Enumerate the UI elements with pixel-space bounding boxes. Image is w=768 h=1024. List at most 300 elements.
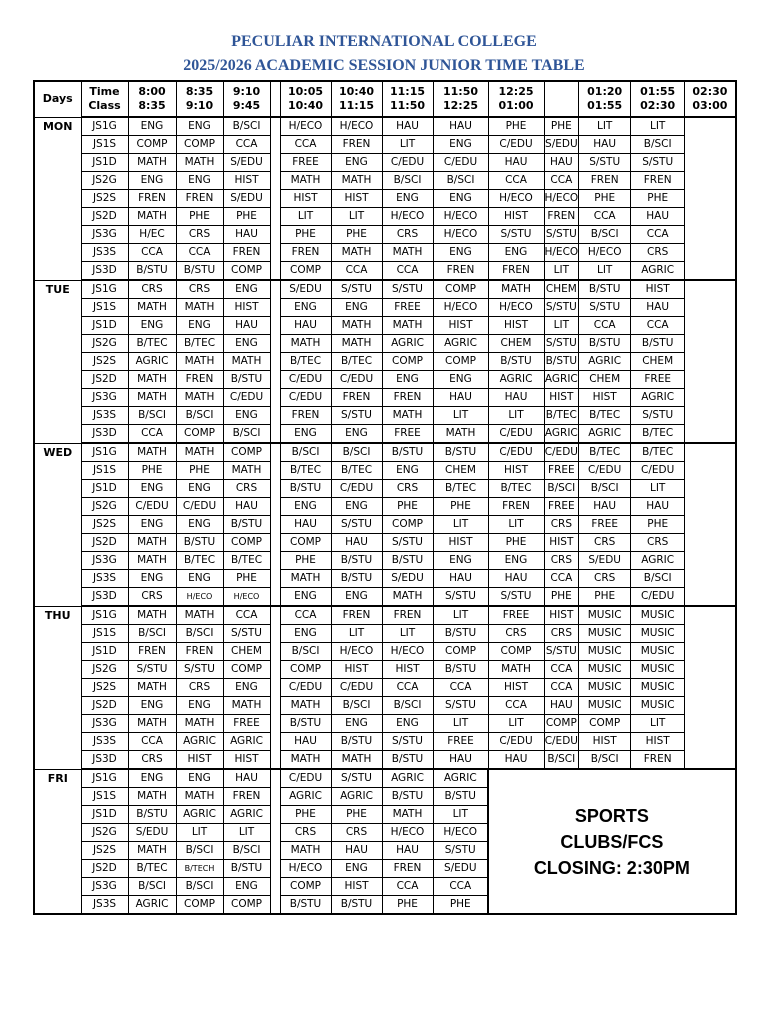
period-break-column [544,81,579,117]
subject-cell: PHE [128,462,176,480]
period-break-column [270,643,280,661]
subject-cell: MATH [128,154,176,172]
subject-cell: COMP [433,353,488,371]
days-header: Days [34,81,81,117]
subject-cell: ENG [223,407,270,425]
day-cell [34,462,81,480]
subject-cell: FREN [280,407,331,425]
subject-cell: CCA [128,733,176,751]
subject-cell: B/TEC [433,480,488,498]
subject-cell: B/TECH [176,860,223,878]
period-break-column [270,606,280,625]
subject-cell: MATH [128,443,176,462]
subject-cell: HAU [579,136,631,154]
subject-cell: B/TEC [631,443,685,462]
subject-cell: FREE [544,462,579,480]
subject-cell: HAU [280,317,331,335]
subject-cell: S/STU [433,588,488,607]
period-break-column [685,516,736,534]
subject-cell: MATH [128,606,176,625]
subject-cell: H/ECO [382,824,433,842]
subject-cell: FREN [331,136,382,154]
period-break-column [270,443,280,462]
period-break-column [270,878,280,896]
subject-cell: S/STU [331,280,382,299]
day-cell [34,498,81,516]
day-label: THU [34,606,81,625]
subject-cell: C/EDU [579,462,631,480]
table-row [34,534,736,552]
subject-cell: B/TEC [488,480,544,498]
period-break-column [685,226,736,244]
subject-cell: B/SCI [128,625,176,643]
subject-cell: LIT [488,516,544,534]
subject-cell: CRS [128,588,176,607]
subject-cell: CCA [128,244,176,262]
subject-cell: S/EDU [223,154,270,172]
period-break-column [685,643,736,661]
subject-cell: B/STU [382,552,433,570]
subject-cell: COMP [280,878,331,896]
subject-cell: B/SCI [128,878,176,896]
period-break-column [270,353,280,371]
subject-cell: MATH [128,552,176,570]
subject-cell: H/ECO [382,643,433,661]
subject-cell: FREN [631,751,685,770]
subject-cell: ENG [331,715,382,733]
subject-cell: HIST [579,733,631,751]
day-cell [34,860,81,878]
table-row [34,661,736,679]
class-cell: JS3S [81,896,128,915]
period-break-column [270,751,280,770]
subject-cell: MATH [176,443,223,462]
period-break-column [685,751,736,770]
subject-cell: MATH [488,661,544,679]
subject-cell: HAU [433,389,488,407]
subject-cell: HIST [176,751,223,770]
subject-cell: PHE [176,208,223,226]
period-break-column [685,353,736,371]
subject-cell: C/EDU [488,443,544,462]
subject-cell: AGRIC [176,733,223,751]
day-cell [34,335,81,353]
subject-cell: COMP [544,715,579,733]
subject-cell: HAU [631,299,685,317]
subject-cell: B/SCI [579,751,631,770]
subject-cell: FREN [223,788,270,806]
day-cell [34,480,81,498]
subject-cell: B/STU [382,751,433,770]
table-row [34,117,736,136]
time-class-header: Time Class [81,81,128,117]
table-row [34,697,736,715]
subject-cell: ENG [382,371,433,389]
subject-cell: FREN [331,389,382,407]
day-cell [34,824,81,842]
class-cell: JS3D [81,751,128,770]
subject-cell: HAU [579,498,631,516]
subject-cell: ENG [223,335,270,353]
day-cell [34,353,81,371]
subject-cell: B/SCI [579,480,631,498]
period-break-column [685,498,736,516]
subject-cell: C/EDU [176,498,223,516]
subject-cell: FREN [488,262,544,281]
subject-cell: CRS [544,516,579,534]
period-break-column [685,425,736,444]
subject-cell: ENG [176,570,223,588]
period-break-column [270,136,280,154]
period-header: 9:10 9:45 [223,81,270,117]
subject-cell: B/SCI [176,407,223,425]
subject-cell: COMP [280,661,331,679]
period-header: 8:00 8:35 [128,81,176,117]
subject-cell: B/SCI [223,842,270,860]
subject-cell: LIT [433,806,488,824]
subject-cell: S/STU [331,407,382,425]
subject-cell: S/STU [631,154,685,172]
day-cell [34,262,81,281]
period-break-column [270,661,280,679]
subject-cell: B/STU [382,443,433,462]
subject-cell: B/SCI [631,570,685,588]
subject-cell: CRS [128,751,176,770]
subject-cell: HAU [433,751,488,770]
subject-cell: C/EDU [280,389,331,407]
subject-cell: HAU [223,498,270,516]
subject-cell: COMP [433,643,488,661]
subject-cell: B/STU [280,480,331,498]
period-break-column [270,498,280,516]
subject-cell: CCA [544,679,579,697]
day-cell [34,806,81,824]
day-cell [34,371,81,389]
subject-cell: ENG [128,317,176,335]
subject-cell: C/EDU [280,371,331,389]
class-cell: JS2D [81,860,128,878]
subject-cell: S/STU [544,226,579,244]
subject-cell: B/SCI [280,643,331,661]
class-cell: JS3S [81,407,128,425]
subject-cell: B/SCI [544,751,579,770]
subject-cell: MATH [176,606,223,625]
subject-cell: MATH [176,353,223,371]
class-cell: JS2G [81,335,128,353]
subject-cell: FREN [176,190,223,208]
subject-cell: CCA [331,262,382,281]
day-label: MON [34,117,81,136]
day-cell [34,751,81,770]
day-cell [34,534,81,552]
subject-cell: PHE [223,208,270,226]
period-break-column [270,389,280,407]
class-cell: JS1S [81,462,128,480]
subject-cell: FREN [382,389,433,407]
subject-cell: CRS [544,552,579,570]
subject-cell: ENG [128,117,176,136]
subject-cell: B/SCI [331,697,382,715]
subject-cell: HIST [631,280,685,299]
subject-cell: LIT [544,262,579,281]
period-break-column [270,896,280,915]
table-row [34,172,736,190]
day-cell [34,516,81,534]
period-header: 01:55 02:30 [631,81,685,117]
subject-cell: B/SCI [223,117,270,136]
subject-cell: FREN [331,606,382,625]
period-break-column [685,625,736,643]
table-row [34,136,736,154]
subject-cell: CCA [176,244,223,262]
period-break-column [685,317,736,335]
subject-cell: PHE [631,190,685,208]
period-break-column [270,842,280,860]
subject-cell: PHE [433,498,488,516]
subject-cell: ENG [128,697,176,715]
subject-cell: HIST [488,462,544,480]
period-header: 11:50 12:25 [433,81,488,117]
subject-cell: HAU [631,208,685,226]
subject-cell: COMP [223,661,270,679]
subject-cell: S/STU [631,407,685,425]
subject-cell: C/EDU [280,769,331,788]
subject-cell: B/TEC [223,552,270,570]
subject-cell: PHE [223,570,270,588]
class-cell: JS3G [81,715,128,733]
subject-cell: HAU [488,570,544,588]
subject-cell: H/ECO [176,588,223,607]
subject-cell: ENG [128,570,176,588]
subject-cell: B/SCI [128,407,176,425]
subject-cell: COMP [176,425,223,444]
subject-cell: S/EDU [223,190,270,208]
subject-cell: H/ECO [223,588,270,607]
period-break-column [270,679,280,697]
subject-cell: CCA [488,172,544,190]
subject-cell: B/STU [331,896,382,915]
timetable-title: 2025/2026 ACADEMIC SESSION JUNIOR TIME TABLE [183,57,585,74]
subject-cell: C/EDU [631,588,685,607]
subject-cell: B/STU [331,733,382,751]
subject-cell: S/STU [544,299,579,317]
subject-cell: ENG [488,552,544,570]
subject-cell: B/STU [433,788,488,806]
period-break-column [270,715,280,733]
table-row [34,244,736,262]
day-label: TUE [34,280,81,299]
subject-cell: PHE [331,226,382,244]
subject-cell: MUSIC [631,679,685,697]
subject-cell: CHEM [631,353,685,371]
subject-cell: CCA [223,606,270,625]
subject-cell: B/TEC [128,335,176,353]
class-cell: JS3S [81,570,128,588]
subject-cell: ENG [176,516,223,534]
subject-cell: MATH [382,407,433,425]
period-break-column [270,697,280,715]
class-cell: JS2S [81,353,128,371]
period-break-column [270,425,280,444]
subject-cell: HIST [488,317,544,335]
table-row [34,733,736,751]
subject-cell: MATH [223,697,270,715]
subject-cell: CRS [382,226,433,244]
subject-cell: MATH [128,715,176,733]
subject-cell: ENG [331,154,382,172]
subject-cell: PHE [544,588,579,607]
subject-cell: FREN [176,371,223,389]
subject-cell: COMP [382,353,433,371]
subject-cell: HAU [331,842,382,860]
subject-cell: MUSIC [631,625,685,643]
class-cell: JS3G [81,552,128,570]
subject-cell: CRS [128,280,176,299]
table-row [34,462,736,480]
subject-cell: FREE [382,299,433,317]
subject-cell: COMP [176,896,223,915]
subject-cell: B/SCI [223,425,270,444]
subject-cell: S/STU [128,661,176,679]
subject-cell: B/SCI [176,842,223,860]
period-break-column [685,679,736,697]
class-cell: JS1S [81,788,128,806]
subject-cell: ENG [223,679,270,697]
subject-cell: LIT [488,407,544,425]
period-break-column [270,190,280,208]
subject-cell: ENG [433,136,488,154]
subject-cell: ENG [223,878,270,896]
period-break-column [685,280,736,299]
day-cell [34,226,81,244]
subject-cell: MUSIC [579,661,631,679]
subject-cell: CRS [176,679,223,697]
period-break-column [270,262,280,281]
subject-cell: H/ECO [488,299,544,317]
period-break-column [270,172,280,190]
subject-cell: S/STU [544,335,579,353]
subject-cell: C/EDU [544,443,579,462]
subject-cell: AGRIC [223,733,270,751]
subject-cell: B/STU [433,661,488,679]
subject-cell: CCA [433,679,488,697]
table-row [34,262,736,281]
table-row [34,154,736,172]
subject-cell: FREN [544,208,579,226]
day-cell [34,842,81,860]
subject-cell: PHE [382,896,433,915]
subject-cell: FREE [631,371,685,389]
subject-cell: C/EDU [280,679,331,697]
subject-cell: HIST [544,534,579,552]
subject-cell: MATH [223,353,270,371]
table-row [34,480,736,498]
period-break-column [270,769,280,788]
subject-cell: HIST [433,534,488,552]
subject-cell: ENG [331,588,382,607]
table-row [34,552,736,570]
subject-cell: LIT [631,480,685,498]
period-break-column [270,788,280,806]
subject-cell: COMP [488,643,544,661]
subject-cell: B/TEC [579,443,631,462]
subject-cell: MATH [128,679,176,697]
subject-cell: CCA [280,606,331,625]
subject-cell: MATH [128,299,176,317]
subject-cell: AGRIC [579,353,631,371]
subject-cell: FREN [433,262,488,281]
subject-cell: CCA [544,172,579,190]
subject-cell: FREE [579,516,631,534]
period-break-column [685,208,736,226]
subject-cell: MATH [128,842,176,860]
subject-cell: S/STU [433,697,488,715]
subject-cell: COMP [223,896,270,915]
subject-cell: CCA [544,570,579,588]
subject-cell: H/EC [128,226,176,244]
day-cell [34,715,81,733]
subject-cell: MATH [331,244,382,262]
period-break-column [685,661,736,679]
subject-cell: B/STU [433,443,488,462]
period-break-column [685,389,736,407]
subject-cell: AGRIC [331,788,382,806]
class-cell: JS1S [81,299,128,317]
subject-cell: H/ECO [280,117,331,136]
subject-cell: LIT [433,407,488,425]
subject-cell: B/STU [223,860,270,878]
day-cell [34,733,81,751]
class-cell: JS1D [81,154,128,172]
subject-cell: MATH [433,425,488,444]
subject-cell: HAU [382,117,433,136]
period-break-column [685,570,736,588]
subject-cell: MATH [128,534,176,552]
school-name: PECULIAR INTERNATIONAL COLLEGE [231,33,537,50]
subject-cell: C/EDU [128,498,176,516]
class-cell: JS2G [81,172,128,190]
subject-cell: B/SCI [176,625,223,643]
subject-cell: ENG [128,516,176,534]
period-break-column [685,371,736,389]
subject-cell: FREN [579,172,631,190]
subject-cell: B/TEC [544,407,579,425]
subject-cell: H/ECO [331,117,382,136]
period-break-column [685,697,736,715]
period-break-column [270,226,280,244]
subject-cell: ENG [223,280,270,299]
subject-cell: S/STU [488,588,544,607]
subject-cell: B/STU [128,806,176,824]
subject-cell: B/TEC [579,407,631,425]
subject-cell: MUSIC [579,679,631,697]
subject-cell: B/STU [331,570,382,588]
day-label: WED [34,443,81,462]
subject-cell: MATH [331,317,382,335]
period-header: 10:40 11:15 [331,81,382,117]
subject-cell: HIST [223,172,270,190]
period-break-column [685,733,736,751]
subject-cell: CRS [223,480,270,498]
subject-cell: CCA [382,878,433,896]
subject-cell: LIT [382,136,433,154]
subject-cell: H/ECO [433,824,488,842]
subject-cell: ENG [176,769,223,788]
class-cell: JS3G [81,389,128,407]
subject-cell: B/STU [128,262,176,281]
day-cell [34,661,81,679]
class-cell: JS1D [81,480,128,498]
